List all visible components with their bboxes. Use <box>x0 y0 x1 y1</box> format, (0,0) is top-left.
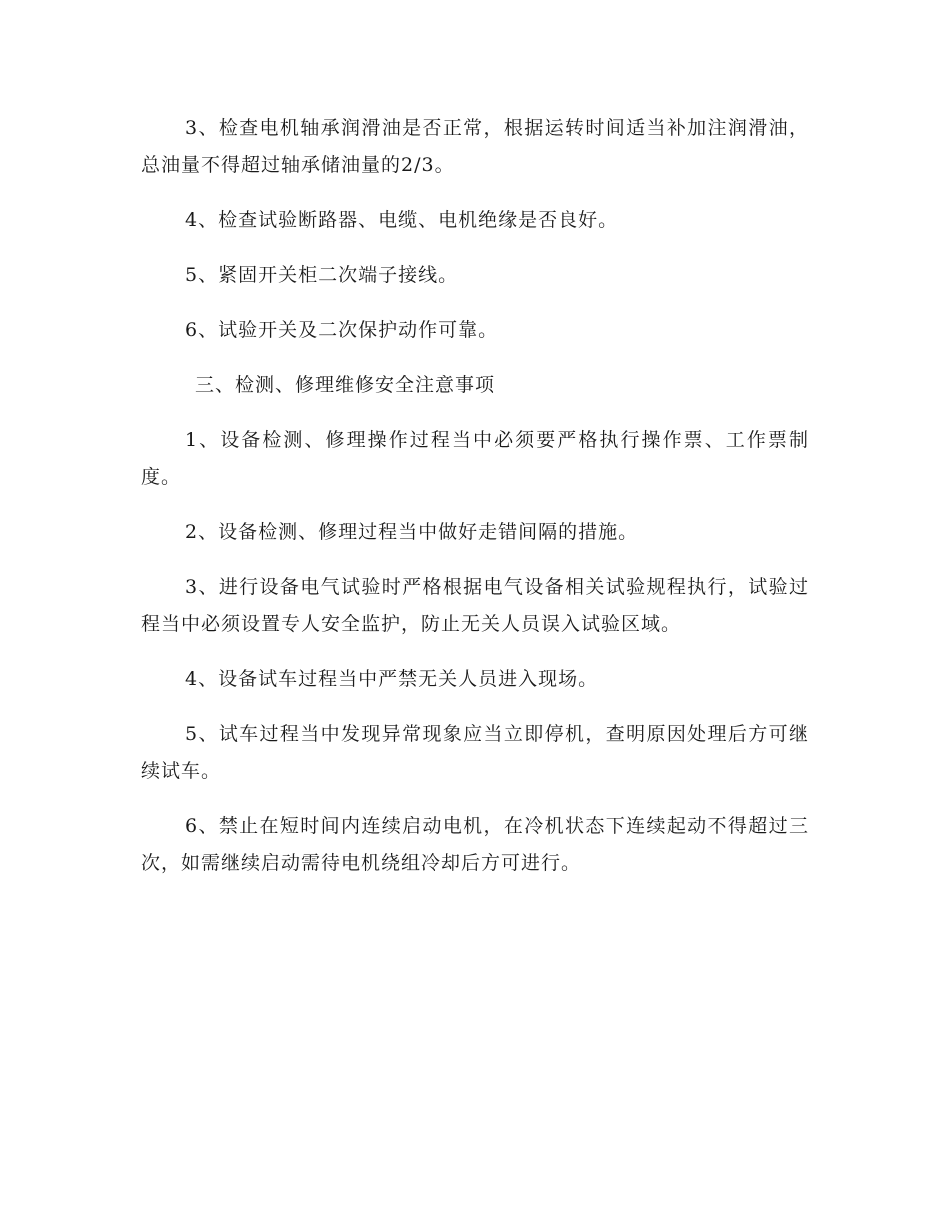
paragraph-safety-1: 1、设备检测、修理操作过程当中必须要严格执行操作票、工作票制度。 <box>141 429 809 488</box>
paragraph-item-3-lubrication: 3、检查电机轴承润滑油是否正常，根据运转时间适当补加注润滑油，总油量不得超过轴承储油量的2/3。 <box>141 117 809 176</box>
paragraph-safety-2: 2、设备检测、修理过程当中做好走错间隔的措施。 <box>185 521 639 543</box>
paragraph-safety-6: 6、禁止在短时间内连续启动电机，在冷机状态下连续起动不得超过三次，如需继续启动需待电机绕组冷却后方可进行。 <box>141 815 809 874</box>
paragraph-item-5-terminals: 5、紧固开关柜二次端子接线。 <box>185 264 459 286</box>
paragraph-item-6-protection: 6、试验开关及二次保护动作可靠。 <box>185 319 499 341</box>
paragraph-safety-3: 3、进行设备电气试验时严格根据电气设备相关试验规程执行，试验过程当中必须设置专人安全监护，防止无关人员误入试验区域。 <box>141 576 809 635</box>
section-heading: 三、检测、修理维修安全注意事项 <box>195 374 496 396</box>
paragraph-safety-5: 5、试车过程当中发现异常现象应当立即停机，查明原因处理后方可继续试车。 <box>141 723 809 782</box>
paragraph-safety-4: 4、设备试车过程当中严禁无关人员进入现场。 <box>185 668 599 690</box>
document-page <box>141 110 809 900</box>
paragraph-item-4-insulation: 4、检查试验断路器、电缆、电机绝缘是否良好。 <box>185 209 619 231</box>
